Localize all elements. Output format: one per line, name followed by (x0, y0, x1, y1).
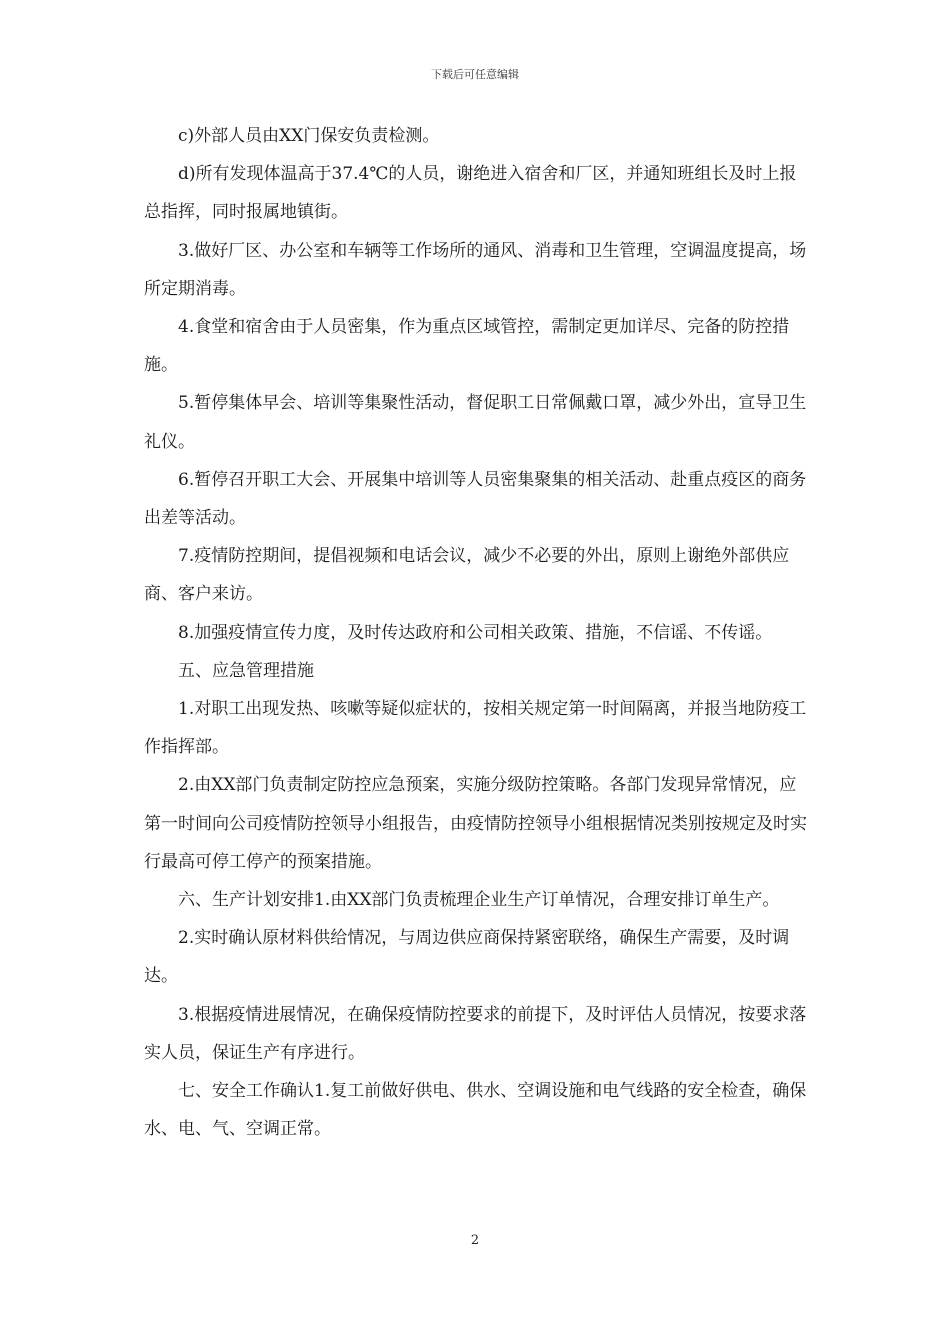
paragraph: 5.暂停集体早会、培训等集聚性活动，督促职工日常佩戴口罩，减少外出，宣导卫生礼仪。 (144, 393, 807, 452)
paragraph: 8.加强疫情宣传力度，及时传达政府和公司相关政策、措施，不信谣、不传谣。 (178, 622, 773, 643)
page-header: 下载后可任意编辑 (431, 68, 519, 81)
page-number: 2 (470, 1233, 480, 1248)
paragraph: 3.做好厂区、办公室和车辆等工作场所的通风、消毒和卫生管理，空调温度提高，场所定期消毒。 (144, 240, 807, 299)
paragraph: 六、生产计划安排1.由XX部门负责梳理企业生产订单情况，合理安排订单生产。 (178, 890, 780, 911)
paragraph: 2.实时确认原材料供给情况，与周边供应商保持紧密联络，确保生产需要，及时调达。 (144, 928, 790, 987)
section-heading: 五、应急管理措施 (178, 660, 314, 681)
paragraph: 6.暂停召开职工大会、开展集中培训等人员密集聚集的相关活动、赴重点疫区的商务出差等活动。 (144, 469, 807, 529)
paragraph: 1.对职工出现发热、咳嗽等疑似症状的，按相关规定第一时间隔离，并报当地防疫工作指挥部。 (144, 699, 807, 758)
paragraph: 4.食堂和宿舍由于人员密集，作为重点区域管控，需制定更加详尽、完备的防控措施。 (144, 317, 790, 376)
paragraph: 七、安全工作确认1.复工前做好供电、供水、空调设施和电气线路的安全检查，确保水、电、气、空调正常。 (144, 1081, 807, 1140)
paragraph: c)外部人员由XX门保安负责检测。 (178, 126, 440, 146)
document-body (144, 117, 808, 1148)
paragraph: d)所有发现体温高于37.4℃的人员，谢绝进入宿舍和厂区，并通知班组长及时上报总指挥，同时报属地镇街。 (144, 164, 797, 223)
paragraph: 2.由XX部门负责制定防控应急预案，实施分级防控策略。各部门发现异常情况，应第一时间向公司疫情防控领导小组报告，由疫情防控领导小组根据情况类别按规定及时实行最高可停工停产的预案措施。 (144, 775, 807, 872)
paragraph: 3.根据疫情进展情况，在确保疫情防控要求的前提下，及时评估人员情况，按要求落实人员，保证生产有序进行。 (144, 1004, 807, 1063)
paragraph: 7.疫情防控期间，提倡视频和电话会议，减少不必要的外出，原则上谢绝外部供应商、客户来访。 (144, 546, 790, 605)
